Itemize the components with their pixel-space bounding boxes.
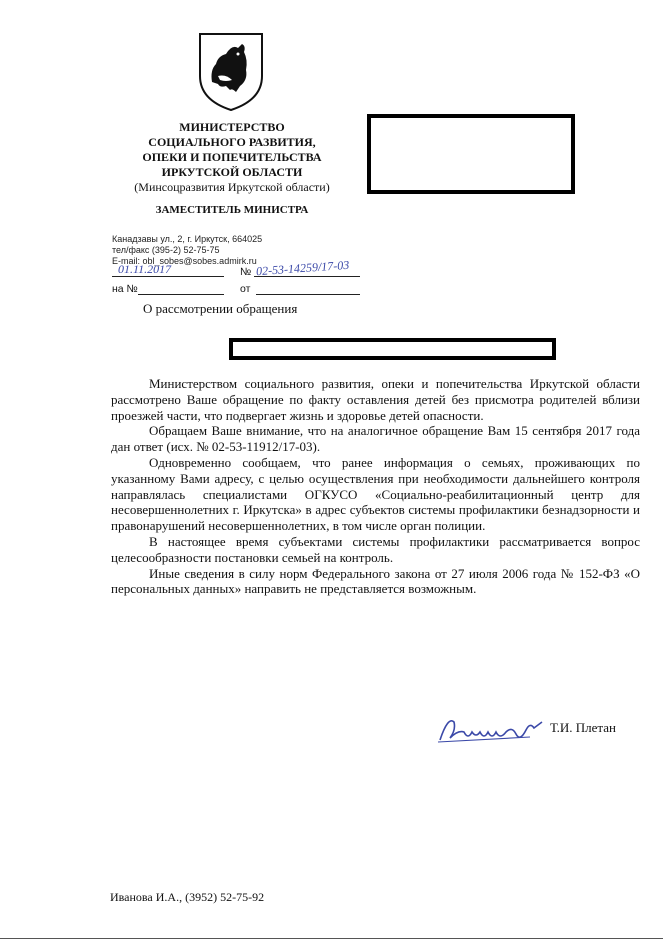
ministry-short-name: (Минсоцразвития Иркутской области) — [134, 180, 330, 194]
phone: тел/факс (395-2) 52-75-75 — [112, 245, 220, 255]
ministry-name — [108, 120, 356, 195]
executor-contact: Иванова И.А., (3952) 52-75-92 — [110, 890, 265, 904]
ministry-line: ИРКУТСКОЙ ОБЛАСТИ — [161, 165, 303, 179]
irkutsk-emblem-icon — [196, 30, 266, 112]
ref-label: на № — [112, 283, 138, 295]
address: Канадзавы ул., 2, г. Иркутск, 664025 — [112, 234, 263, 244]
body-paragraph: Иные сведения в силу норм Федерального закона от 27 июля 2006 года № 152-ФЗ «О персональных данных» направить не представляется возможным. — [111, 565, 640, 597]
email: E-mail: obl_sobes@sobes.admirk.ru — [112, 256, 257, 266]
handwritten-number: 02-53-14259/17-03 — [255, 257, 350, 279]
body-paragraph: В настоящее время субъектами системы профилактики рассматривается вопрос целесообразности постановки семьей на контроль. — [111, 533, 640, 565]
from-label: от — [240, 283, 251, 295]
addressee-redaction — [367, 114, 575, 194]
body-paragraph: Обращаем Ваше внимание, что на аналогичное обращение Вам 15 сентября 2017 года дан ответ (исх. № 02-53-11912/17-03). — [111, 423, 640, 455]
ministry-line: МИНИСТЕРСТВО — [179, 120, 285, 134]
letter-body — [111, 376, 640, 597]
ministry-line: ОПЕКИ И ПОПЕЧИТЕЛЬСТВА — [142, 150, 322, 164]
body-paragraph: Министерством социального развития, опеки и попечительства Иркутской области рассмотрено Ваше обращение по факту оставления детей без присмотра родителей вблизи проезжей части, что подвергает жизнь и здоровье детей опасности. — [111, 376, 640, 423]
number-label: № — [240, 266, 252, 278]
subject-line: О рассмотрении обращения — [143, 301, 298, 316]
position-title: ЗАМЕСТИТЕЛЬ МИНИСТРА — [155, 204, 309, 216]
from-underline — [256, 294, 360, 295]
body-paragraph: Одновременно сообщаем, что ранее информация о семьях, проживающих по указанному Вами адресу, с целью осуществления при необходимости дальнейшего контроля направлялась специалистами ОГКУСО «Социально-реабилитационный центр для несовершеннолетних г. Иркутска» в адрес субъектов системы профилактики безнадзорности и правонарушений несовершеннолетних, в том числе орган полиции. — [111, 454, 640, 534]
signatory-name: Т.И. Плетан — [550, 720, 616, 735]
handwritten-date: 01.11.2017 — [118, 262, 172, 276]
salutation-redaction — [229, 338, 556, 360]
page-edge-line — [0, 938, 663, 939]
ref-underline — [138, 294, 224, 295]
ministry-line: СОЦИАЛЬНОГО РАЗВИТИЯ, — [148, 135, 316, 149]
